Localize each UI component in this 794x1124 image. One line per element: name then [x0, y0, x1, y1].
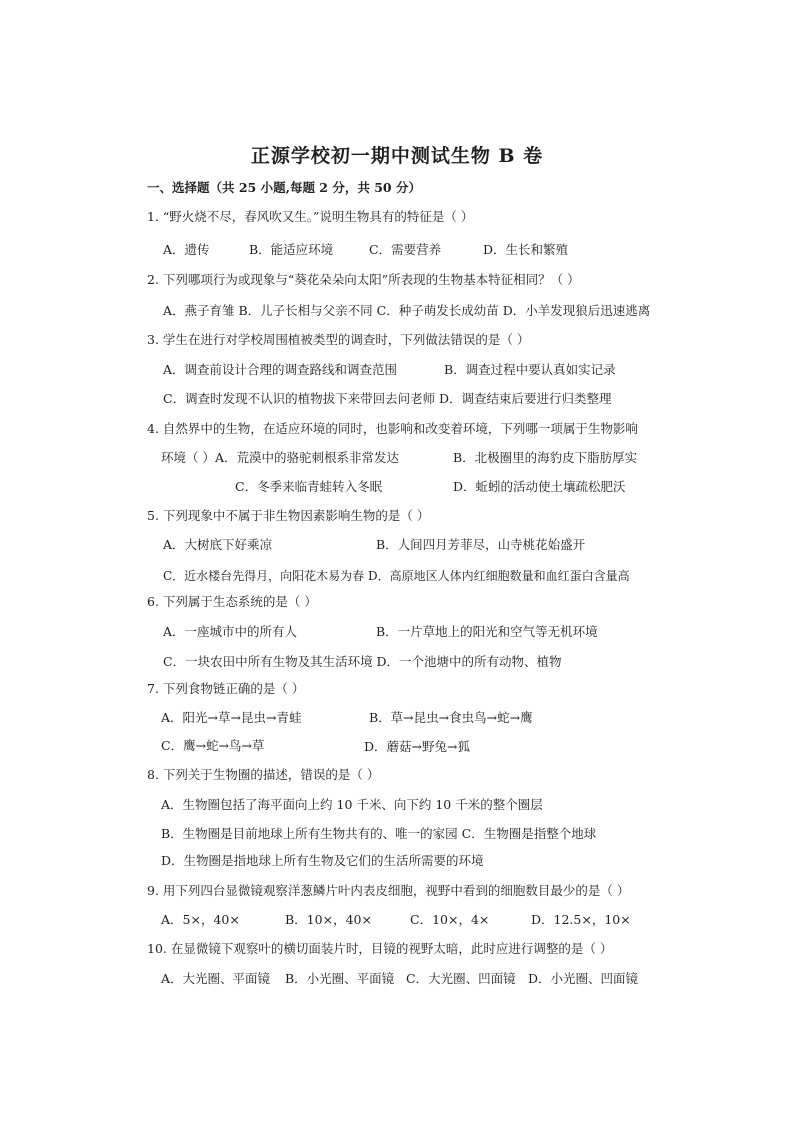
question-8-option-bc: B．生物圈是目前地球上所有生物共有的、唯一的家园 C．生物圈是指整个地球 — [161, 826, 597, 841]
question-4-option-d: D．蚯蚓的活动使土壤疏松肥沃 — [453, 479, 626, 494]
question-8-option-d: D．生物圈是指地球上所有生物及它们的生活所需要的环境 — [161, 853, 484, 868]
exam-title: 正源学校初一期中测试生物 B 卷 — [250, 145, 544, 167]
question-4-option-b: B．北极圈里的海豹皮下脂肪厚实 — [453, 450, 638, 465]
section-heading: 一、选择题（共 25 小题,每题 2 分，共 50 分） — [147, 180, 421, 195]
question-6-option-b: B．一片草地上的阳光和空气等无机环境 — [376, 624, 598, 639]
question-1-option-c: C．需要营养 — [369, 242, 442, 257]
question-2-options: A．燕子育雏 B．儿子长相与父亲不同 C．种子萌发长成幼苗 D．小羊发现狼后迅速逃离 — [163, 303, 651, 318]
question-6-stem: 6. 下列属于生态系统的是（ ） — [147, 594, 317, 609]
question-4-option-c: C．冬季来临青蛙转入冬眠 — [235, 479, 383, 494]
question-8-option-a: A．生物圈包括了海平面向上约 10 千米、向下约 10 千米的整个圈层 — [161, 797, 543, 812]
question-1-option-a: A．遗传 — [163, 242, 210, 257]
question-9-option-d: D．12.5×，10× — [531, 912, 631, 927]
question-7-option-b: B．草→昆虫→食虫鸟→蛇→鹰 — [369, 710, 533, 725]
question-1-stem: 1. “野火烧不尽，春风吹又生。”说明生物具有的特征是（ ） — [147, 209, 474, 224]
question-9-option-a: A．5×，40× — [161, 912, 240, 927]
question-3-option-a: A．调查前设计合理的调查路线和调查范围 — [163, 362, 398, 377]
question-5-option-b: B．人间四月芳菲尽，山寺桃花始盛开 — [376, 537, 586, 552]
question-6-option-cd: C．一块农田中所有生物及其生活环境 D．一个池塘中的所有动物、植物 — [163, 654, 562, 669]
question-3-stem: 3. 学生在进行对学校周围植被类型的调查时，下列做法错误的是（ ） — [147, 332, 530, 347]
question-6-option-a: A．一座城市中的所有人 — [163, 624, 298, 639]
question-7-stem: 7. 下列食物链正确的是（ ） — [147, 681, 305, 696]
question-5-option-cd: C．近水楼台先得月，向阳花木易为春 D．高原地区人体内红细胞数量和血红蛋白含量高 — [163, 569, 630, 583]
question-9-stem: 9. 用下列四台显微镜观察洋葱鳞片叶内表皮细胞，视野中看到的细胞数目最少的是（ ） — [147, 883, 630, 898]
question-5-option-a: A．大树底下好乘凉 — [163, 537, 273, 552]
question-1-option-b: B．能适应环境 — [249, 242, 334, 257]
question-10-option-b: B．小光圈、平面镜 — [285, 971, 395, 986]
question-5-stem: 5. 下列现象中不属于非生物因素影响生物的是（ ） — [147, 508, 430, 523]
question-4-stem: 4. 自然界中的生物，在适应环境的同时，也影响和改变着环境，下列哪一项属于生物影响 — [147, 421, 638, 436]
question-10-stem: 10. 在显微镜下观察叶的横切面装片时，目镜的视野太暗，此时应进行调整的是（ ） — [147, 941, 613, 956]
question-10-option-c: C．大光圈、凹面镜 — [406, 971, 516, 986]
question-10-option-a: A．大光圈、平面镜 — [161, 971, 271, 986]
question-7-option-d: D．蘑菇→野兔→狐 — [364, 739, 470, 754]
question-10-option-d: D．小光圈、凹面镜 — [528, 971, 639, 986]
question-8-stem: 8. 下列关于生物圈的描述，错误的是（ ） — [147, 767, 380, 782]
question-1-option-d: D．生长和繁殖 — [483, 242, 569, 257]
question-9-option-b: B．10×，40× — [285, 912, 372, 927]
question-7-option-c: C．鹰→蛇→鸟→草 — [161, 738, 265, 753]
question-2-stem: 2. 下列哪项行为或现象与“葵花朵朵向太阳”所表现的生物基本特征相同？（ ） — [147, 272, 580, 287]
question-9-option-c: C．10×，4× — [410, 912, 490, 927]
question-3-option-cd: C．调查时发现不认识的植物拔下来带回去问老师 D．调查结束后要进行归类整理 — [163, 391, 612, 406]
question-3-option-b: B．调查过程中要认真如实记录 — [444, 362, 616, 377]
question-7-option-a: A．阳光→草→昆虫→青蛙 — [161, 710, 302, 725]
question-4-option-a: 环境（ ）A．荒漠中的骆驼刺根系非常发达 — [161, 450, 400, 465]
